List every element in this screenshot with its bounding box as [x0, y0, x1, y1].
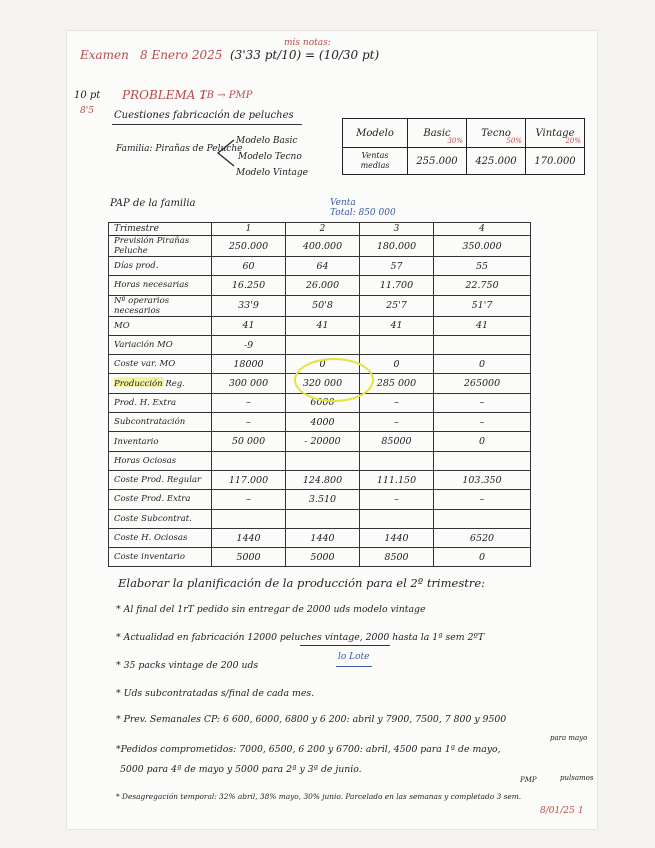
- pap-venta: Venta: [330, 198, 356, 208]
- models-header-basic: Basic 30%: [408, 119, 467, 148]
- models-header-modelo: Modelo: [343, 119, 408, 148]
- table-row: Coste Prod. Extra – 3.510 – –: [109, 490, 531, 509]
- footer-date: 8/01/25: [540, 806, 575, 816]
- models-table: [342, 118, 585, 175]
- pap-col-2: 2: [286, 223, 360, 236]
- footer-page: 1: [578, 806, 584, 816]
- table-row: Coste inventario 5000 5000 8500 0: [109, 548, 531, 567]
- models-row-label: Ventas medias: [343, 148, 408, 175]
- table-row: Días prod. 60 64 57 55: [109, 257, 531, 276]
- family-label: Familia: Pirañas de Peluche: [116, 144, 243, 154]
- problem-title: PROBLEMA 1: [122, 88, 207, 102]
- para-mayo-note: para mayo: [550, 734, 588, 742]
- exam-date: 8 Enero 2025: [140, 48, 223, 62]
- pap-header-row: [109, 223, 531, 236]
- lote-underline: [336, 666, 372, 667]
- table-row: Coste H. Ociosas 1440 1440 1440 6520: [109, 528, 531, 547]
- task-bullet: * Uds subcontratadas s/final de cada mes.: [116, 688, 315, 699]
- table-row: Subcontratación – 4000 – –: [109, 413, 531, 432]
- pap-col-3: 3: [360, 223, 434, 236]
- pap-total: Total: 850 000: [330, 208, 396, 218]
- task-bullet: * 35 packs vintage de 200 uds: [116, 660, 259, 671]
- problem-points-obtained: 8'5: [80, 106, 94, 116]
- table-row: Prod. H. Extra – 6000 – –: [109, 393, 531, 412]
- table-row: Previsión Pirañas Peluche 250.000 400.000 180.000 350.000: [109, 236, 531, 257]
- model-tecno-label: Modelo Tecno: [238, 152, 302, 162]
- problem-points: 10 pt: [74, 90, 101, 101]
- task-bullet: *Pedidos comprometidos: 7000, 6500, 6 200 y 6700: abril, 4500 para 1ª de mayo,: [116, 744, 501, 755]
- exam-label: Examen: [80, 48, 129, 62]
- pap-col-4: 4: [434, 223, 531, 236]
- table-row: Producción Reg. 300 000 320 000 285 000 265000: [109, 374, 531, 393]
- models-value-basic: 255.000: [408, 148, 467, 175]
- task-bullet: * Desagregación temporal: 32% abril, 38% mayo, 30% junio. Parcelado en las semanas y completado 3 sem.: [116, 792, 522, 801]
- table-row: Coste Prod. Regular 117.000 124.800 111.150 103.350: [109, 470, 531, 489]
- highlight-circle: [294, 358, 374, 402]
- task-bullet: * Actualidad en fabricación 12000 peluches vintage, 2000 hasta la 1ª sem 2ºT: [116, 632, 485, 643]
- pm-note: pulsamos: [560, 774, 594, 782]
- task-bullet: * Prev. Semanales CP: 6 600, 6000, 6800 y 6 200: abril y 7900, 7500, 7 800 y 9500: [116, 714, 507, 725]
- table-row: MO 41 41 41 41: [109, 316, 531, 335]
- brace-icon: [214, 138, 236, 168]
- task-bullet: 5000 para 4ª de mayo y 5000 para 2ª y 3ª de junio.: [120, 764, 362, 775]
- notes-label: mis notas:: [284, 38, 331, 48]
- pap-col-trimestre: Trimestre: [109, 223, 212, 236]
- models-value-vintage: 170.000: [526, 148, 585, 175]
- grade-formula: (3'33 pt/10) = (10/30 pt): [230, 48, 380, 62]
- models-header-tecno: Tecno 50%: [467, 119, 526, 148]
- problem-topic: TB → PMP: [200, 90, 253, 101]
- pap-col-1: 1: [212, 223, 286, 236]
- table-row: Coste var. MO 18000 0 0 0: [109, 355, 531, 374]
- table-row: Inventario 50 000 - 20000 85000 0: [109, 432, 531, 451]
- lote-note: lo Lote: [338, 652, 370, 662]
- table-row: Variación MO -9: [109, 335, 531, 354]
- task-bullet: * Al final del 1rT pedido sin entregar de 2000 uds modelo vintage: [116, 604, 426, 615]
- pap-label: PAP de la familia: [110, 198, 196, 209]
- models-header-vintage: Vintage 20%: [526, 119, 585, 148]
- subtitle-underline: [112, 124, 302, 125]
- table-row: Horas Ociosas: [109, 451, 531, 470]
- task-heading: Elaborar la planificación de la producción para el 2º trimestre:: [118, 576, 486, 590]
- problem-subtitle: Cuestiones fabricación de peluches: [114, 110, 294, 121]
- model-basic-label: Modelo Basic: [236, 136, 298, 146]
- table-row: Horas necesarias 16.250 26.000 11.700 22.750: [109, 276, 531, 295]
- table-row: Coste Subcontrat.: [109, 509, 531, 528]
- pmp-note: PMP: [520, 776, 537, 784]
- models-value-tecno: 425.000: [467, 148, 526, 175]
- table-row: Nº operarios necesarios 33'9 50'8 25'7 51'7: [109, 295, 531, 316]
- model-vintage-label: Modelo Vintage: [236, 168, 308, 178]
- bullet-underline: [300, 645, 390, 646]
